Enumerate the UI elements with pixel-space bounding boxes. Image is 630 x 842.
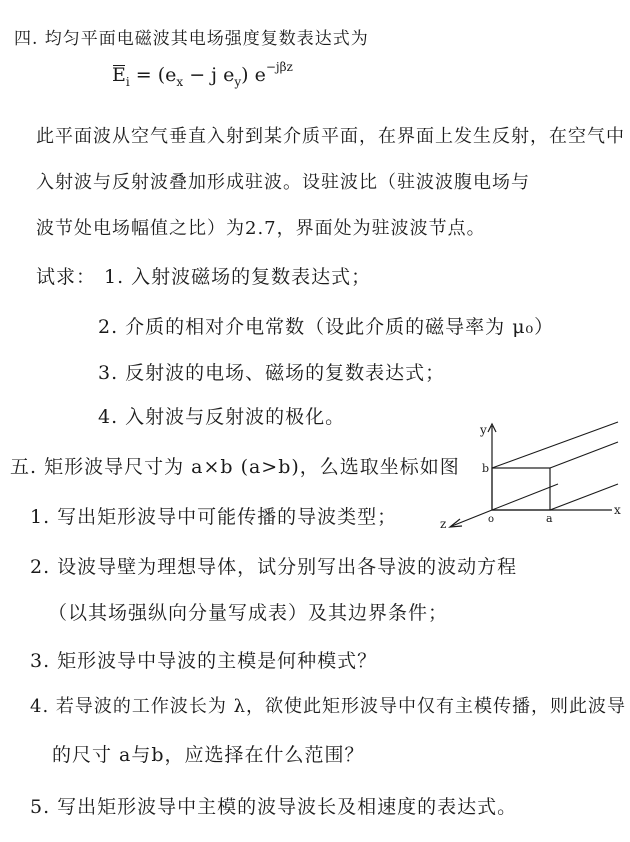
section-5-item-3: 3. 矩形波导中导波的主模是何种模式？ [30, 650, 378, 672]
formula-rhs-right: ) e [241, 64, 266, 86]
section-5-item-2: 2. 设波导壁为理想导体，试分别写出各导波的波动方程 [30, 556, 518, 578]
section-5-item-4: 4. 若导波的工作波长为 λ，欲使此矩形波导中仅有主模传播，则此波导 [30, 696, 627, 717]
section-4-para-line-3: 波节处电场幅值之比）为2.7，界面处为驻波波节点。 [36, 218, 486, 239]
section-5-item-2-continued: （以其场强纵向分量写成表）及其边界条件； [48, 602, 449, 624]
formula-e-sub: i [125, 74, 130, 89]
formula-rhs-mid: − j e [183, 64, 235, 86]
dimension-b-label: b [482, 462, 490, 475]
z-axis-label: z [440, 517, 447, 531]
question-3: 3. 反射波的电场、磁场的复数表达式； [98, 362, 446, 384]
section-4-para-line-2: 入射波与反射波叠加形成驻波。设驻波比（驻波波腹电场与 [36, 172, 530, 193]
waveguide-edge-bottom-right [550, 484, 618, 510]
section-5-heading: 五. 矩形波导尺寸为 a×b (a>b)，么选取坐标如图 [10, 456, 460, 478]
formula-ey-sub: y [234, 74, 242, 89]
section-5-item-1: 1. 写出矩形波导中可能传播的导波类型； [30, 506, 398, 528]
formula-exponent: −jβz [265, 60, 293, 74]
questions-label: 试求： [36, 266, 97, 288]
x-axis-label: x [614, 503, 621, 517]
question-1: 1. 入射波磁场的复数表达式； [104, 266, 372, 288]
formula-rhs-left: = (e [129, 64, 177, 86]
waveguide-edge-top-right [550, 442, 618, 468]
section-4-heading: 四. 均匀平面电磁波其电场强度复数表达式为 [14, 29, 369, 49]
field-formula [112, 60, 293, 89]
waveguide-diagram [438, 420, 624, 538]
formula-ex-sub: x [176, 74, 184, 89]
waveguide-edge-top-left [492, 422, 618, 468]
z-axis-line [452, 510, 495, 526]
waveguide-edge-bottom-left [492, 484, 558, 510]
section-5-item-5: 5. 写出矩形波导中主模的波导波长及相速度的表达式。 [30, 796, 518, 818]
section-4-para-line-1: 此平面波从空气垂直入射到某介质平面，在界面上发生反射，在空气中 [36, 126, 625, 147]
formula-e-vector: E [112, 64, 126, 86]
section-5-item-4-continued: 的尺寸 a与b，应选择在什么范围？ [52, 744, 365, 766]
dimension-a-label: a [546, 512, 553, 525]
question-2: 2. 介质的相对介电常数（设此介质的磁导率为 μ₀） [98, 316, 555, 338]
waveguide-cross-section [492, 468, 550, 510]
y-axis-label: y [480, 423, 487, 437]
question-4: 4. 入射波与反射波的极化。 [98, 406, 346, 428]
origin-label: o [488, 514, 495, 525]
